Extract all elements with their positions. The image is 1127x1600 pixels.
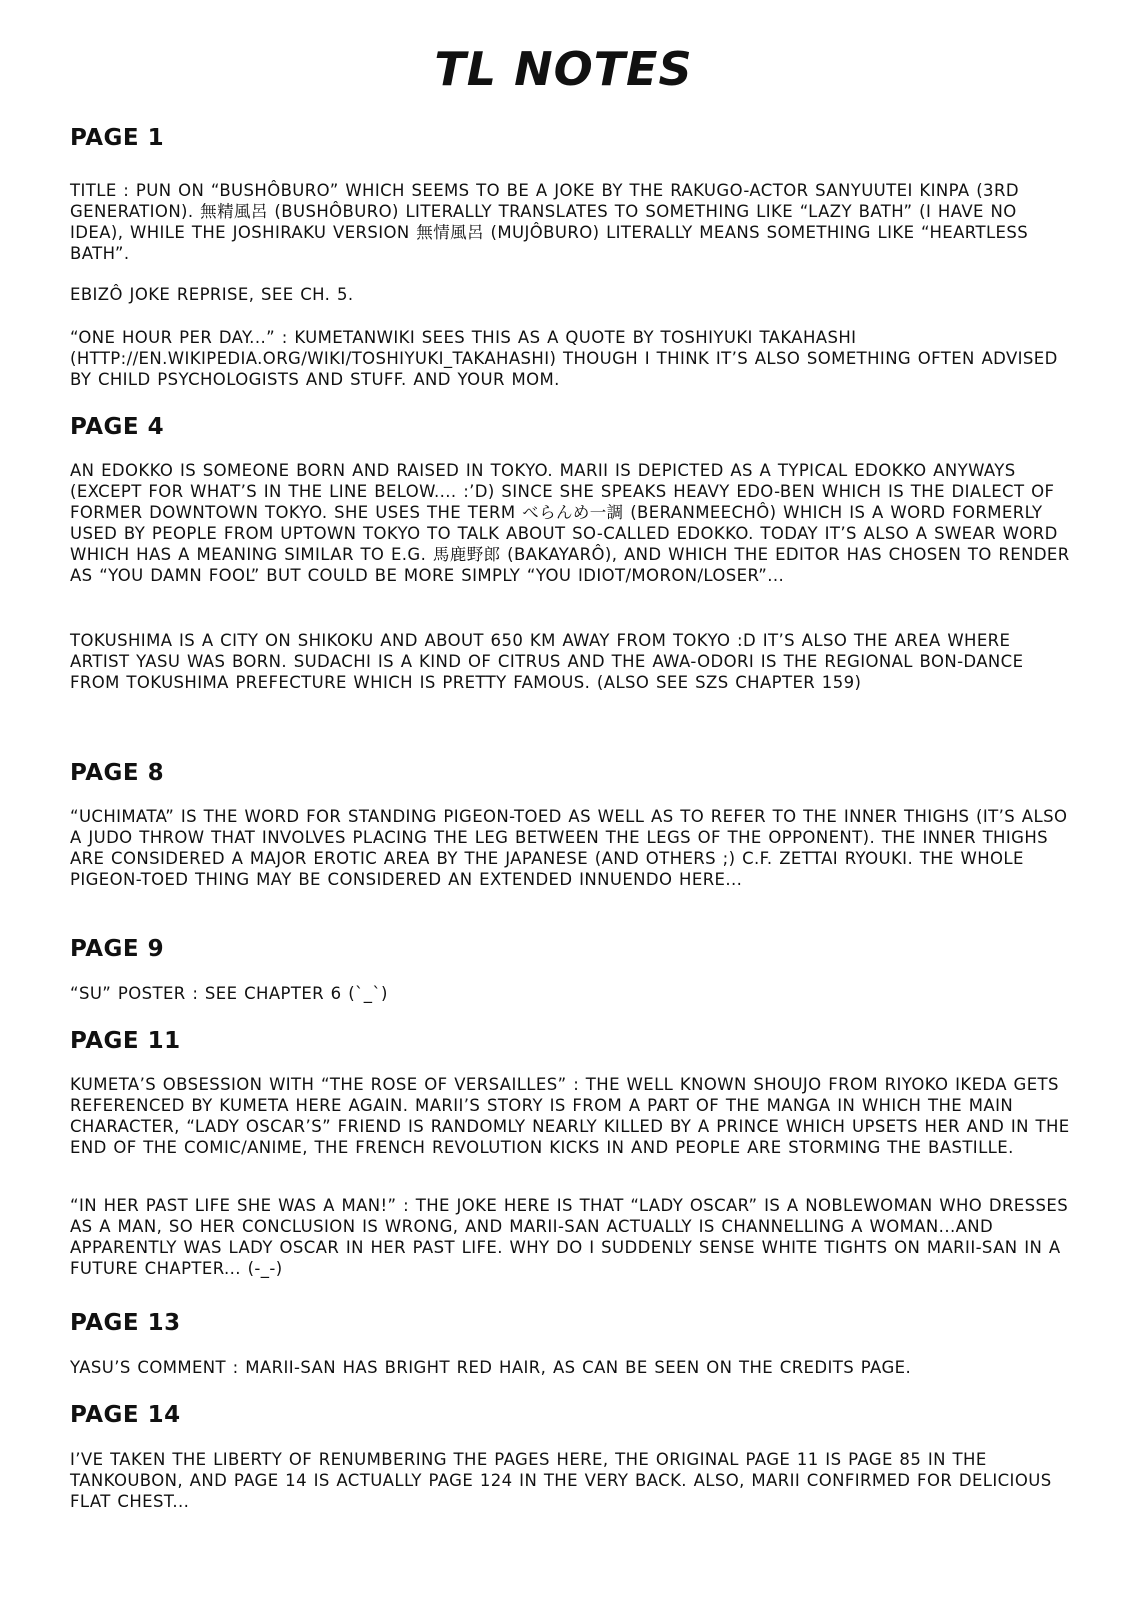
note-paragraph: TOKUSHIMA IS A CITY ON SHIKOKU AND ABOUT 650 KM AWAY FROM TOKYO :D IT’S ALSO THE AREA WHERE ARTIST YASU WAS BORN. SUDACHI IS A KIND OF CITRUS AND THE AWA-ODORI IS THE REGIONAL BON-DANCE FROM TOKUSHIMA PREFECTURE WHICH IS PRETTY FAMOUS. (ALSO SEE SZS CHAPTER 159) [70,631,1024,692]
section-page-13-body [70,1357,1070,1378]
note-paragraph: KUMETA’S OBSESSION WITH “THE ROSE OF VERSAILLES” : THE WELL KNOWN SHOUJO FROM RIYOKO IKEDA GETS REFERENCED BY KUMETA HERE AGAIN. MARII’S STORY IS FROM A PART OF THE MANGA IN WHICH THE MAIN CHARACTER, “LADY OSCAR’S” FRIEND IS RANDOMLY NEARLY KILLED BY A PRINCE WHICH UPSETS HER AND IN THE END OF THE COMIC/ANIME, THE FRENCH REVOLUTION KICKS IN AND PEOPLE ARE STORMING THE BASTILLE. [70,1075,1070,1157]
section-page-8-body [70,806,1070,890]
section-page-9-body [70,983,1070,1004]
section-page-1-body [70,180,1070,264]
section-heading: PAGE 11 [70,1028,181,1054]
section-heading: PAGE 14 [70,1402,181,1428]
section-page-11-body [70,1074,1070,1158]
section-heading: PAGE 4 [70,414,165,440]
section-page-4-body [70,460,1070,586]
section-page-8 [70,760,1070,786]
note-paragraph: “SU” POSTER : SEE CHAPTER 6 (`_`) [70,984,388,1003]
note-paragraph: TITLE : PUN ON “BUSHÔBURO” WHICH SEEMS TO BE A JOKE BY THE RAKUGO-ACTOR SANYUUTEI KINPA (3RD GENERATION). 無精風呂 (BUSHÔBURO) LITERALLY TRANSLATES TO SOMETHING LIKE “LAZY BATH” (I HAVE NO IDEA), WHILE THE JOSHIRAKU VERSION 無情風呂 (MUJÔBURO) LITERALLY MEANS SOMETHING LIKE “HEARTLESS BATH”. [70,181,1029,263]
note-paragraph: EBIZÔ JOKE REPRISE, SEE CH. 5. [70,285,354,304]
section-page-4-body-2 [70,630,1070,693]
section-page-11 [70,1028,1070,1054]
note-paragraph: I’VE TAKEN THE LIBERTY OF RENUMBERING THE PAGES HERE, THE ORIGINAL PAGE 11 IS PAGE 85 IN THE TANKOUBON, AND PAGE 14 IS ACTUALLY PAGE 124 IN THE VERY BACK. ALSO, MARII CONFIRMED FOR DELICIOUS FLAT CHEST... [70,1450,1052,1511]
section-page-4 [70,414,1070,440]
page-title: TL NOTES [434,42,693,96]
note-paragraph: YASU’S COMMENT : MARII-SAN HAS BRIGHT RED HAIR, AS CAN BE SEEN ON THE CREDITS PAGE. [70,1358,912,1377]
section-page-9 [70,936,1070,962]
note-paragraph: “UCHIMATA” IS THE WORD FOR STANDING PIGEON-TOED AS WELL AS TO REFER TO THE INNER THIGHS (IT’S ALSO A JUDO THROW THAT INVOLVES PLACING THE LEG BETWEEN THE LEGS OF THE OPPONENT). THE INNER THIGHS ARE CONSIDERED A MAJOR EROTIC AREA BY THE JAPANESE (AND OTHERS ;) C.F. ZETTAI RYOUKI. THE WHOLE PIGEON-TOED THING MAY BE CONSIDERED AN EXTENDED INNUENDO HERE... [70,807,1068,889]
note-paragraph: “ONE HOUR PER DAY...” : KUMETANWIKI SEES THIS AS A QUOTE BY TOSHIYUKI TAKAHASHI (HTTP://EN.WIKIPEDIA.ORG/WIKI/TOSHIYUKI_TAKAHASHI) THOUGH I THINK IT’S ALSO SOMETHING OFTEN ADVISED BY CHILD PSYCHOLOGISTS AND STUFF. AND YOUR MOM. [70,328,1058,389]
section-heading: PAGE 9 [70,936,165,962]
section-page-13 [70,1310,1070,1336]
section-heading: PAGE 1 [70,125,165,151]
section-page-11-body-2 [70,1195,1070,1279]
section-heading: PAGE 8 [70,760,165,786]
note-paragraph: “IN HER PAST LIFE SHE WAS A MAN!” : THE JOKE HERE IS THAT “LADY OSCAR” IS A NOBLEWOMAN WHO DRESSES AS A MAN, SO HER CONCLUSION IS WRONG, AND MARII-SAN ACTUALLY IS CHANNELLING A WOMAN...AND APPARENTLY WAS LADY OSCAR IN HER PAST LIFE. WHY DO I SUDDENLY SENSE WHITE TIGHTS ON MARII-SAN IN A FUTURE CHAPTER... (-_-) [70,1196,1069,1278]
section-page-1-body-3 [70,327,1070,390]
section-page-14-body [70,1449,1070,1512]
note-paragraph: AN EDOKKO IS SOMEONE BORN AND RAISED IN TOKYO. MARII IS DEPICTED AS A TYPICAL EDOKKO ANYWAYS (EXCEPT FOR WHAT’S IN THE LINE BELOW.... :’D) SINCE SHE SPEAKS HEAVY EDO-BEN WHICH IS THE DIALECT OF FORMER DOWNTOWN TOKYO. SHE USES THE TERM べらんめ一調 (BERANMEECHÔ) WHICH IS A WORD FORMERLY USED BY PEOPLE FROM UPTOWN TOKYO TO TALK ABOUT SO-CALLED EDOKKO. TODAY IT’S ALSO A SWEAR WORD WHICH HAS A MEANING SIMILAR TO E.G. 馬鹿野郎 (BAKAYARÔ), AND WHICH THE EDITOR HAS CHOSEN TO RENDER AS “YOU DAMN FOOL” BUT COULD BE MORE SIMPLY “YOU IDIOT/MORON/LOSER”... [70,461,1070,585]
section-page-1 [70,125,1070,151]
section-page-1-body-2 [70,284,1070,305]
section-heading: PAGE 13 [70,1310,181,1336]
section-page-14 [70,1402,1070,1428]
